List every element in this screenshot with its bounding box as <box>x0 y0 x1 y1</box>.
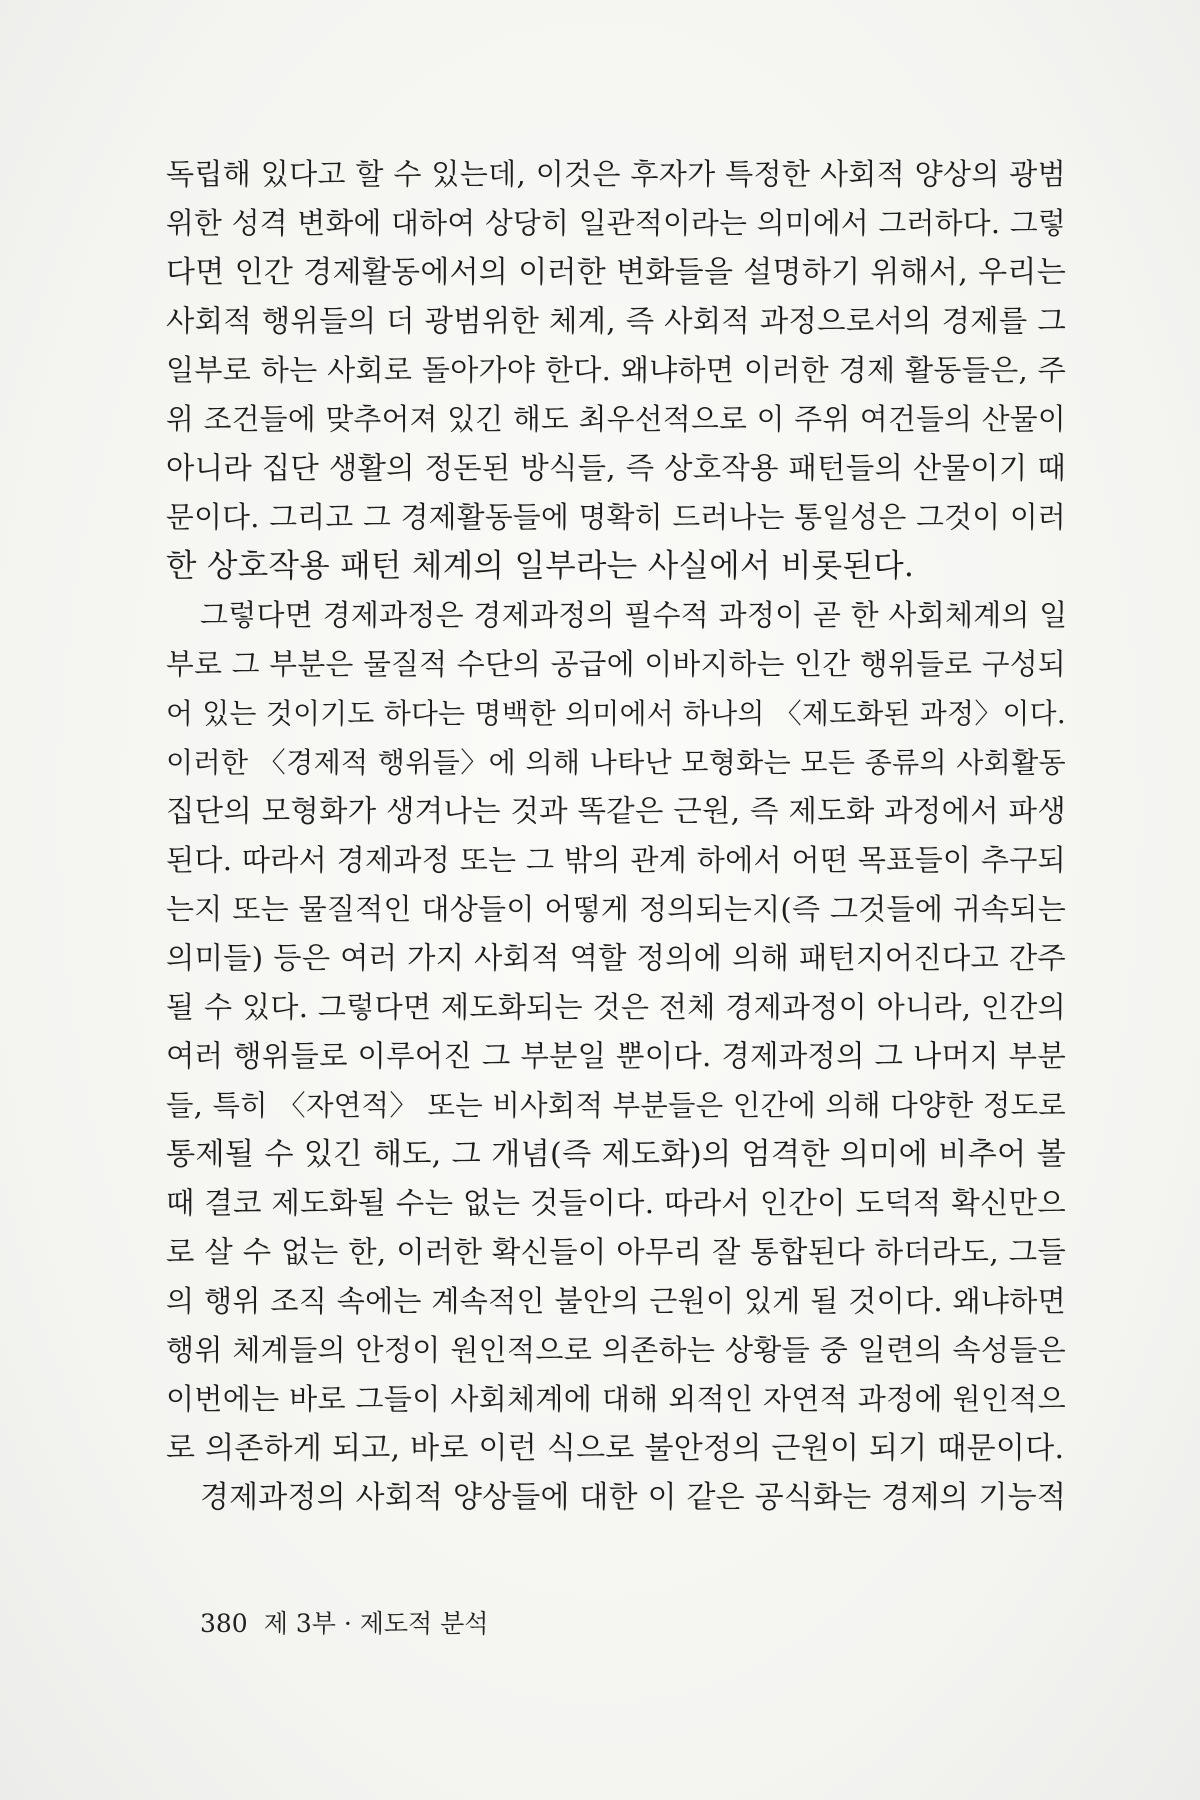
text-line: 행위 체계들의 안정이 원인적으로 의존하는 상황들 중 일련의 속성들은 <box>166 1333 1066 1367</box>
text-line: 그렇다면 경제과정은 경제과정의 필수적 과정이 곧 한 사회체계의 일 <box>200 598 1068 632</box>
section-title: 제 3부 · 제도적 분석 <box>263 1609 489 1638</box>
text-line: 의 행위 조직 속에는 계속적인 불안의 근원이 있게 될 것이다. 왜냐하면 <box>166 1284 1066 1318</box>
text-line: 위 조건들에 맞추어져 있긴 해도 최우선적으로 이 주위 여건들의 산물이 <box>166 402 1066 436</box>
text-line: 들, 특히 〈자연적〉 또는 비사회적 부분들은 인간에 의해 다양한 정도로 <box>166 1089 1066 1122</box>
text-line: 통제될 수 있긴 해도, 그 개념(즉 제도화)의 엄격한 의미에 비추어 볼 <box>166 1137 1066 1172</box>
text-line: 집단의 모형화가 생겨나는 것과 똑같은 근원, 즉 제도화 과정에서 파생 <box>166 794 1066 828</box>
text-line: 아니라 집단 생활의 정돈된 방식들, 즉 상호작용 패턴들의 산물이기 때 <box>166 451 1066 485</box>
text-line: 된다. 따라서 경제과정 또는 그 밖의 관계 하에서 어떤 목표들이 추구되 <box>166 843 1066 877</box>
text-line: 로 의존하게 되고, 바로 이런 식으로 불안정의 근원이 되기 때문이다. <box>166 1431 1065 1466</box>
text-line: 여러 행위들로 이루어진 그 부분일 뿐이다. 경제과정의 그 나머지 부분 <box>166 1039 1066 1073</box>
text-line: 로 살 수 없는 한, 이러한 확신들이 아무리 잘 통합된다 하더라도, 그들 <box>166 1235 1066 1269</box>
text-line: 때 결코 제도화될 수는 없는 것들이다. 따라서 인간이 도덕적 확신만으 <box>166 1186 1066 1220</box>
text-line: 사회적 행위들의 더 광범위한 체계, 즉 사회적 과정으로서의 경제를 그 <box>166 304 1066 338</box>
text-line: 이러한 〈경제적 행위들〉에 의해 나타난 모형화는 모든 종류의 사회활동 <box>166 746 1066 779</box>
text-line: 경제과정의 사회적 양상들에 대한 이 같은 공식화는 경제의 기능적 <box>200 1480 1067 1515</box>
text-line: 위한 성격 변화에 대하여 상당히 일관적이라는 의미에서 그러하다. 그렇 <box>166 206 1066 240</box>
text-line: 한 상호작용 패턴 체계의 일부라는 사실에서 비롯된다. <box>166 548 915 584</box>
page-number: 380 <box>200 1609 248 1638</box>
body-text <box>166 150 1066 1522</box>
text-line: 부로 그 부분은 물질적 수단의 공급에 이바지하는 인간 행위들로 구성되 <box>166 647 1066 681</box>
text-line: 문이다. 그리고 그 경제활동들에 명확히 드러나는 통일성은 그것이 이러 <box>166 500 1066 534</box>
text-line: 다면 인간 경제활동에서의 이러한 변화들을 설명하기 위해서, 우리는 <box>166 255 1066 290</box>
text-line: 될 수 있다. 그렇다면 제도화되는 것은 전체 경제과정이 아니라, 인간의 <box>166 990 1066 1024</box>
text-line: 어 있는 것이기도 하다는 명백한 의미에서 하나의 〈제도화된 과정〉이다. <box>166 697 1066 730</box>
page-footer <box>200 1606 488 1642</box>
text-line: 의미들) 등은 여러 가지 사회적 역할 정의에 의해 패턴지어진다고 간주 <box>166 941 1066 975</box>
text-line: 일부로 하는 사회로 돌아가야 한다. 왜냐하면 이러한 경제 활동들은, 주 <box>166 353 1066 387</box>
text-line: 는지 또는 물질적인 대상들이 어떻게 정의되는지(즉 그것들에 귀속되는 <box>166 892 1066 926</box>
text-line: 독립해 있다고 할 수 있는데, 이것은 후자가 특정한 사회적 양상의 광범 <box>166 157 1066 191</box>
text-line: 이번에는 바로 그들이 사회체계에 대해 외적인 자연적 과정에 원인적으 <box>166 1382 1066 1416</box>
